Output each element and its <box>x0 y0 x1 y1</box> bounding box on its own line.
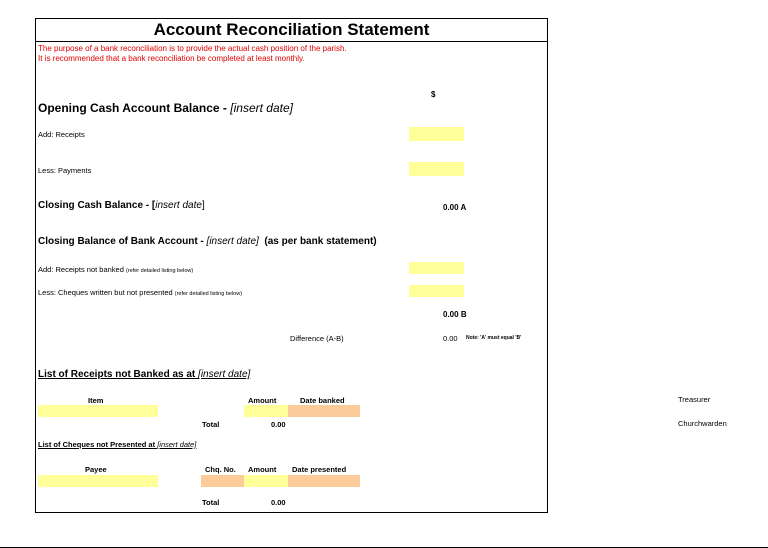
receipts-list-heading <box>38 369 250 380</box>
less-payments-label: Less: Payments <box>38 166 92 175</box>
cheque-amount-input[interactable] <box>244 475 288 487</box>
intro-line-2: It is recommended that a bank reconciliation be completed at least monthly. <box>38 54 305 63</box>
less-cheques-label: Less: Cheques written but not presented <box>38 288 175 297</box>
bank-total-value <box>443 310 467 319</box>
closing-cash-date: insert date <box>155 200 202 211</box>
add-not-banked-line <box>38 265 193 274</box>
cheques-list-date: [insert date] <box>157 440 197 449</box>
opening-balance-date: [insert date] <box>230 101 293 115</box>
cheque-payee-input[interactable] <box>38 475 158 487</box>
add-receipts-label: Add: Receipts <box>38 130 85 139</box>
receipts-header-item: Item <box>88 396 104 405</box>
page-title: Account Reconciliation Statement <box>35 18 548 42</box>
opening-balance-label: Opening Cash Account Balance - <box>38 101 231 115</box>
treasurer-label: Treasurer <box>678 395 711 404</box>
cheque-date-presented-input[interactable] <box>288 475 360 487</box>
cheques-header-chq-no: Chq. No. <box>205 465 236 474</box>
closing-bank-suffix: (as per bank statement) <box>264 236 377 247</box>
closing-bank-date: [insert date] <box>206 236 259 247</box>
closing-cash-value <box>443 203 466 212</box>
opening-balance-heading <box>38 101 293 115</box>
closing-cash-bracket: ] <box>201 200 205 211</box>
less-cheques-note: (refer detailed listing below) <box>174 291 243 297</box>
receipts-total-value: 0.00 <box>271 420 286 429</box>
add-not-banked-label: Add: Receipts not banked <box>38 265 126 274</box>
closing-cash-label: Closing Cash Balance - [ <box>38 200 156 211</box>
receipt-amount-input[interactable] <box>244 405 288 417</box>
receipt-item-input[interactable] <box>38 405 158 417</box>
cheques-list-title: List of Cheques not Presented at <box>38 440 158 449</box>
less-cheques-line <box>38 288 242 297</box>
closing-cash-heading <box>38 200 205 211</box>
bank-total-amount: 0.00 <box>443 310 459 319</box>
cheques-header-date-presented: Date presented <box>292 465 347 474</box>
difference-value: 0.00 <box>443 334 458 343</box>
difference-note: Note: 'A' must equal 'B' <box>466 335 522 341</box>
cheques-total-value: 0.00 <box>271 498 286 507</box>
add-not-banked-note: (refer detailed listing below) <box>125 268 194 274</box>
closing-bank-label: Closing Balance of Bank Account - <box>38 236 207 247</box>
payments-input[interactable] <box>409 162 464 176</box>
intro-line-1: The purpose of a bank reconciliation is to provide the actual cash position of the parish. <box>38 44 347 53</box>
cheques-total-label: Total <box>202 498 220 507</box>
difference-label: Difference (A-B) <box>290 334 344 343</box>
receipts-total-label: Total <box>202 420 220 429</box>
cheques-header-amount: Amount <box>248 465 277 474</box>
closing-cash-amount: 0.00 <box>443 203 459 212</box>
receipts-not-banked-input[interactable] <box>409 262 464 274</box>
receipts-header-amount: Amount <box>248 396 277 405</box>
receipt-date-banked-input[interactable] <box>288 405 360 417</box>
cheques-header-payee: Payee <box>85 465 107 474</box>
cheque-number-input[interactable] <box>201 475 244 487</box>
receipts-header-date-banked: Date banked <box>300 396 345 405</box>
receipts-list-date: [insert date] <box>198 369 251 380</box>
churchwarden-label: Churchwarden <box>678 419 727 428</box>
receipts-list-title: List of Receipts not Banked as at <box>38 369 199 380</box>
bank-total-marker: B <box>460 310 467 319</box>
closing-bank-heading <box>38 236 377 247</box>
cheques-not-presented-input[interactable] <box>409 285 464 297</box>
cheques-list-heading <box>38 440 196 449</box>
currency-symbol: $ <box>431 90 436 99</box>
receipts-input[interactable] <box>409 127 464 141</box>
closing-cash-marker: A <box>460 203 467 212</box>
